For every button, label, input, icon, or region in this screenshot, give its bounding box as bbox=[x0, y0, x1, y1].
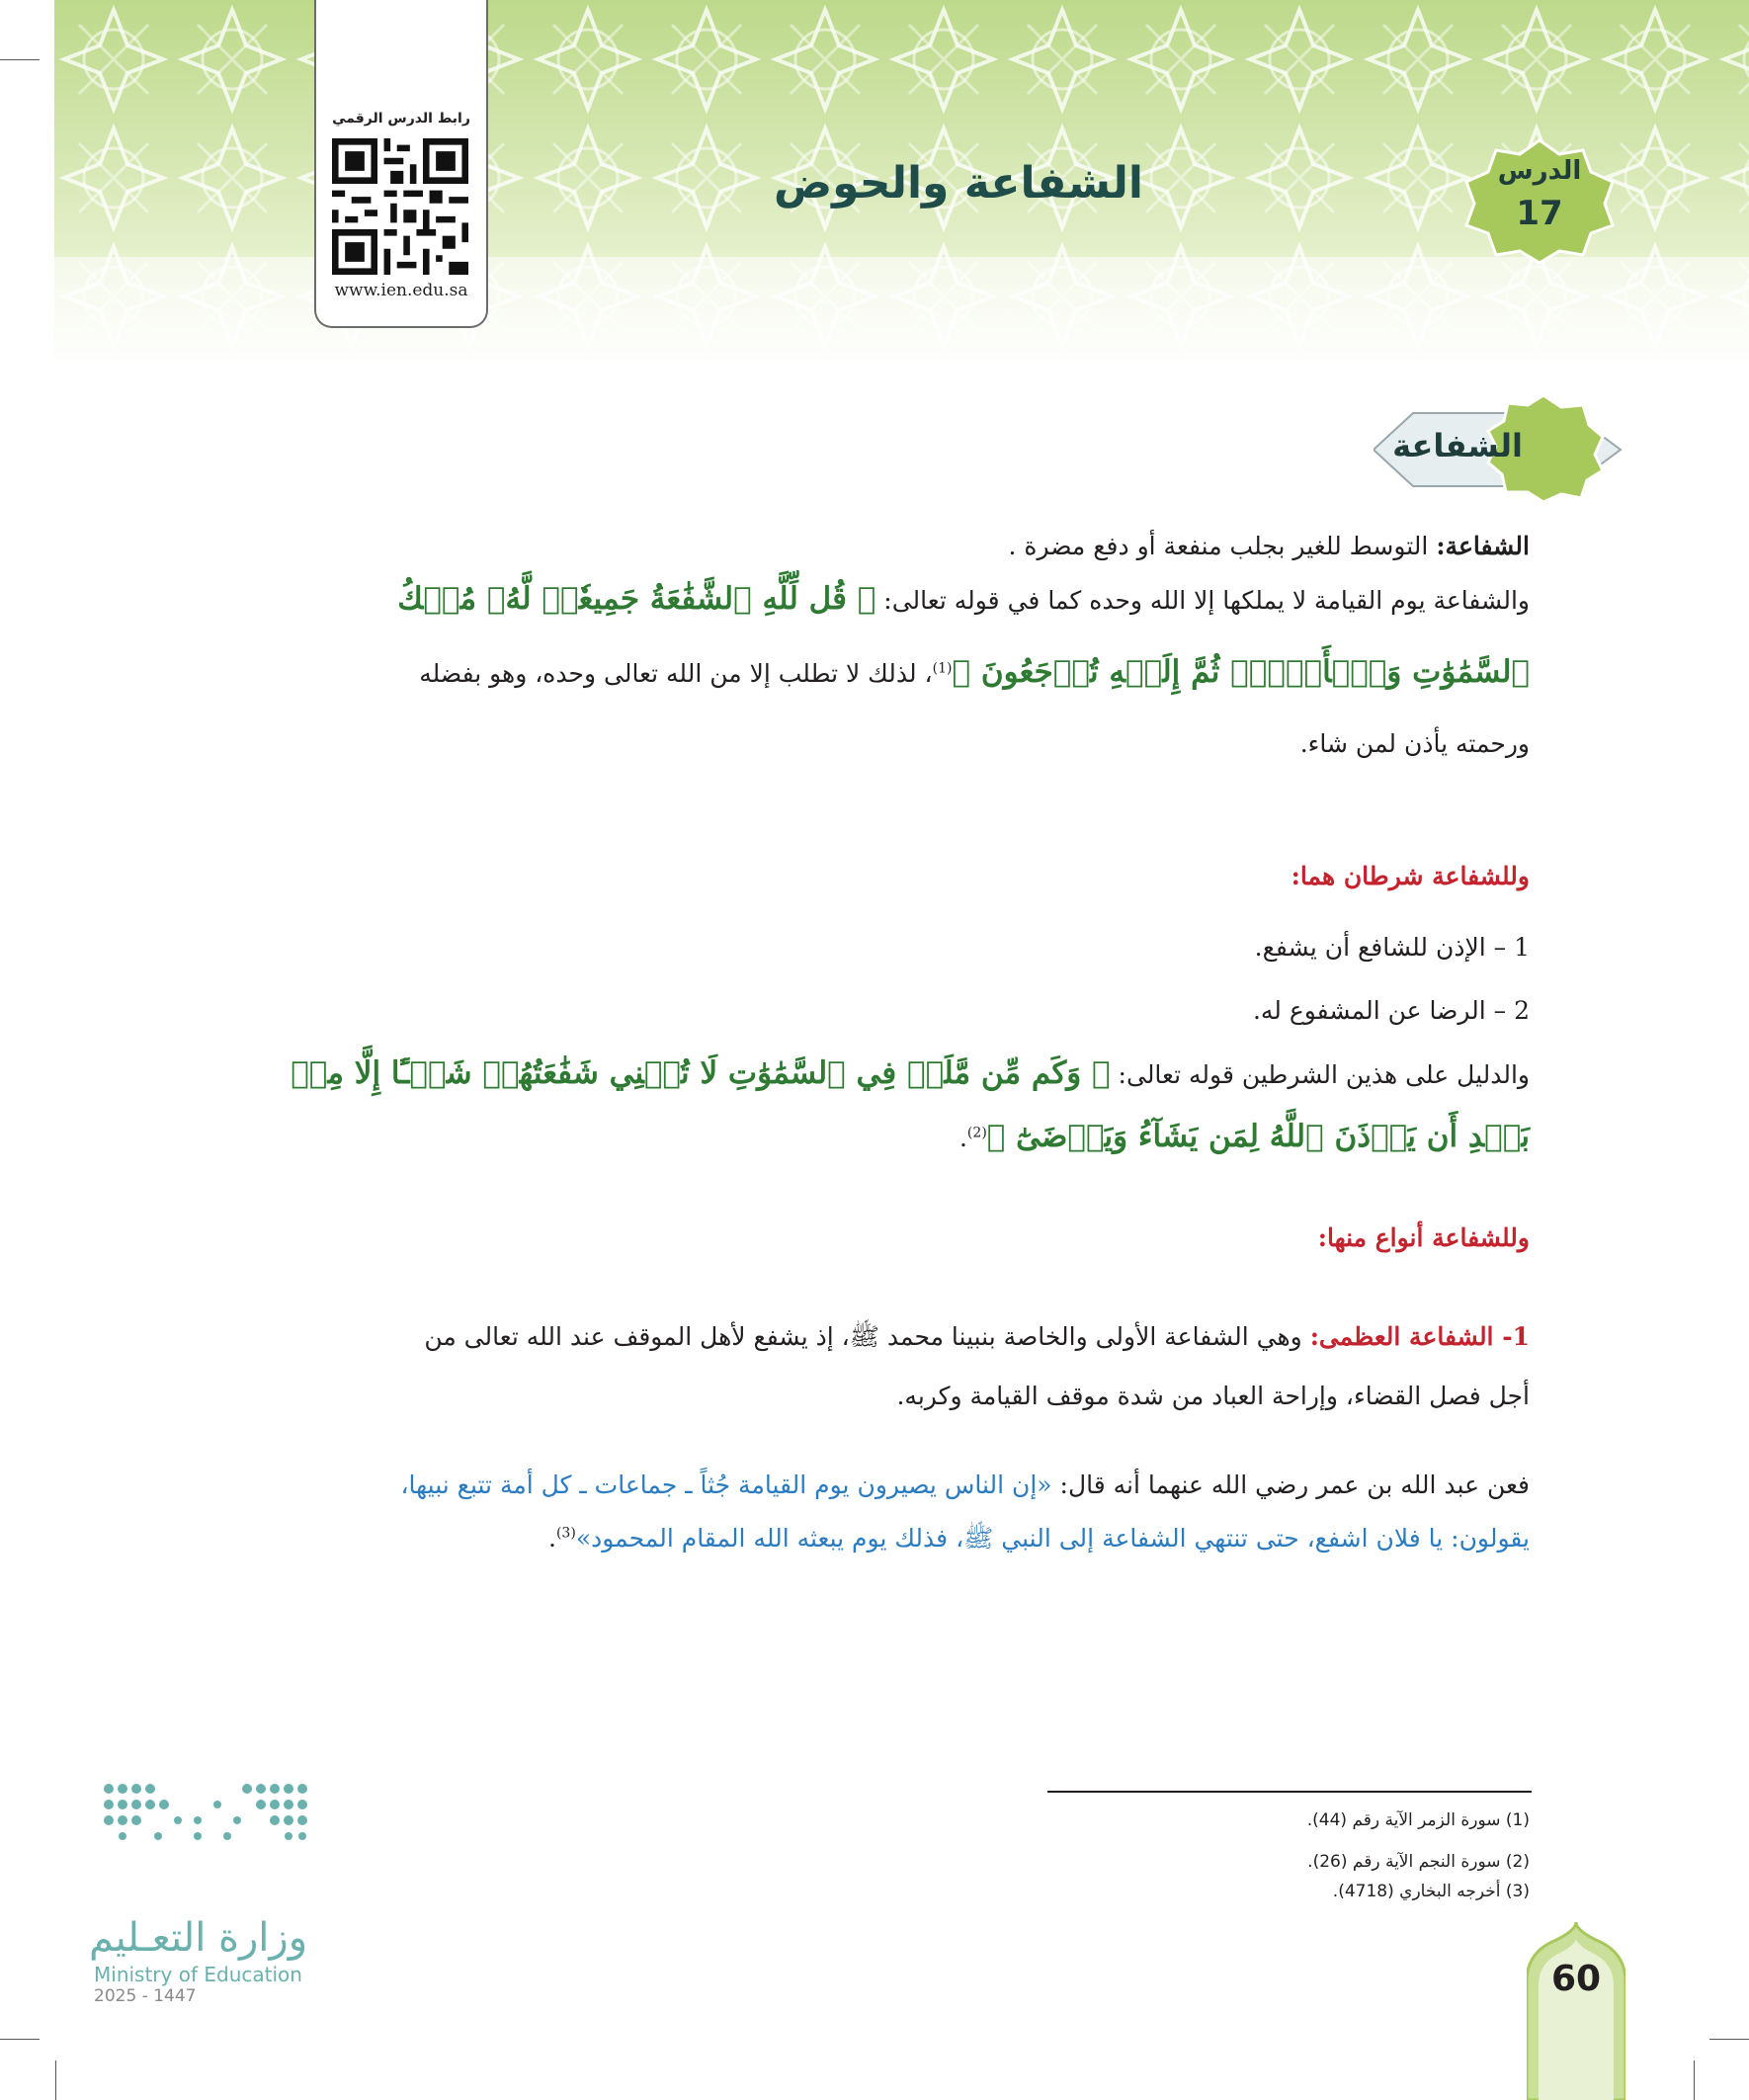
footnote-1: (1) سورة الزمر الآية رقم (44). bbox=[1306, 1810, 1530, 1830]
hadith-text-1: «إن الناس يصيرون يوم القيامة جُثاً ـ جماعات ـ كل أمة تتبع نبيها، bbox=[400, 1470, 1052, 1499]
evidence-line-1 bbox=[67, 1053, 1530, 1095]
verse-2-line2: بَعۡدِ أَن يَأۡذَنَ ٱللَّهُ لِمَن يَشَآءُ وَيَرۡضَىٰٓ ﴾ bbox=[986, 1119, 1530, 1154]
crop-mark bbox=[0, 2039, 40, 2040]
footnote-ref-1: (1) bbox=[932, 660, 953, 677]
types-heading: وللشفاعة أنواع منها: bbox=[1317, 1223, 1530, 1252]
intro-line-4 bbox=[245, 727, 1530, 761]
condition-item-2: 2 – الرضا عن المشفوع له. bbox=[1252, 996, 1530, 1025]
section-title: الشفاعة bbox=[1392, 427, 1523, 464]
hadith-text-2: يقولون: يا فلان اشفع، حتى تنتهي الشفاعة إلى النبي ﷺ، فذلك يوم يبعثه الله المقام المحمود» bbox=[575, 1524, 1530, 1553]
condition-item-1: 1 – الإذن للشافع أن يشفع. bbox=[1254, 933, 1530, 962]
lesson-badge bbox=[1460, 136, 1619, 265]
hadith-line-1 bbox=[67, 1469, 1530, 1502]
footnote-ref-2: (2) bbox=[966, 1125, 987, 1141]
page-number-tab bbox=[1527, 1922, 1625, 2100]
footnote-ref-3: (3) bbox=[555, 1525, 576, 1542]
hadith-line-2 bbox=[67, 1522, 1530, 1555]
type-1-line-2 bbox=[67, 1380, 1530, 1413]
intro-p2-line3: ورحمته يأذن لمن شاء. bbox=[1299, 729, 1530, 758]
qr-caption: رابط الدرس الرقمي bbox=[332, 111, 470, 126]
evidence-line-2 bbox=[67, 1117, 1530, 1158]
lesson-label: الدرس bbox=[1497, 156, 1582, 186]
verse-2-line1: ﴿ وَكَم مِّن مَّلَكٖ فِي ٱلسَّمَٰوَٰتِ لَا تُغۡنِي شَفَٰعَتُهُمۡ شَيۡـًٔا إِلَّا مِنۢ bbox=[291, 1055, 1111, 1091]
qr-card[interactable] bbox=[314, 0, 488, 328]
footnote-divider bbox=[1047, 1791, 1532, 1793]
definition-text: التوسط للغير بجلب منفعة أو دفع مضرة . bbox=[1008, 532, 1437, 560]
footnote-3: (3) أخرجه البخاري (4718). bbox=[1332, 1882, 1530, 1901]
intro-p2-start: والشفاعة يوم القيامة لا يملكها إلا الله وحده كما في قوله تعالى: bbox=[875, 586, 1530, 615]
ministry-year: 2025 - 1447 bbox=[94, 1986, 197, 2006]
verse-1-line2: ٱلسَّمَٰوَٰتِ وَٱلۡأَرۡضِۖ ثُمَّ إِلَيۡهِ تُرۡجَعُونَ ﴾ bbox=[952, 654, 1530, 690]
qr-code-icon[interactable] bbox=[332, 138, 468, 275]
page-number: 60 bbox=[1550, 1959, 1602, 1999]
type-1-label: 1- الشفاعة العظمى: bbox=[1309, 1322, 1530, 1351]
verse-1-line1: ﴿ قُل لِّلَّهِ ٱلشَّفَٰعَةُ جَمِيعٗاۖ لَّهُۥ مُلۡكُ bbox=[397, 581, 876, 617]
evidence-end: . bbox=[958, 1124, 967, 1152]
ministry-name-en: Ministry of Education bbox=[94, 1963, 302, 1986]
conditions-heading: وللشفاعة شرطان هما: bbox=[1291, 862, 1530, 890]
type-1-text-2: أجل فصل القضاء، وإراحة العباد من شدة موقف القيامة وكربه. bbox=[896, 1382, 1530, 1410]
crop-mark bbox=[1709, 2039, 1749, 2040]
intro-p2-end: ، لذلك لا تطلب إلا من الله تعالى وحده، وهو بفضله bbox=[419, 659, 933, 688]
lesson-title: الشفاعة والحوض bbox=[773, 158, 1144, 209]
intro-line-2 bbox=[67, 579, 1530, 621]
intro-line-3 bbox=[67, 652, 1530, 694]
qr-url[interactable]: www.ien.edu.sa bbox=[334, 281, 468, 300]
evidence-start: والدليل على هذين الشرطين قوله تعالى: bbox=[1110, 1060, 1530, 1089]
footnote-2: (2) سورة النجم الآية رقم (26). bbox=[1307, 1852, 1530, 1872]
hadith-intro: فعن عبد الله بن عمر رضي الله عنهما أنه قال: bbox=[1051, 1470, 1530, 1499]
hadith-end: . bbox=[548, 1524, 556, 1553]
crop-mark bbox=[0, 59, 40, 60]
definition-line bbox=[245, 530, 1530, 563]
lesson-number: 17 bbox=[1516, 194, 1563, 233]
type-1-line-1 bbox=[67, 1320, 1530, 1354]
ministry-name-ar: وزارة التعـليم bbox=[89, 1915, 308, 1961]
definition-term: الشفاعة: bbox=[1436, 532, 1530, 560]
type-1-text-1: وهي الشفاعة الأولى والخاصة بنبينا محمد ﷺ، إذ يشفع لأهل الموقف عند الله تعالى من bbox=[424, 1322, 1310, 1351]
crop-mark bbox=[55, 2060, 56, 2100]
ministry-logo-dots-icon bbox=[99, 1779, 311, 1888]
crop-mark bbox=[1694, 2060, 1695, 2100]
